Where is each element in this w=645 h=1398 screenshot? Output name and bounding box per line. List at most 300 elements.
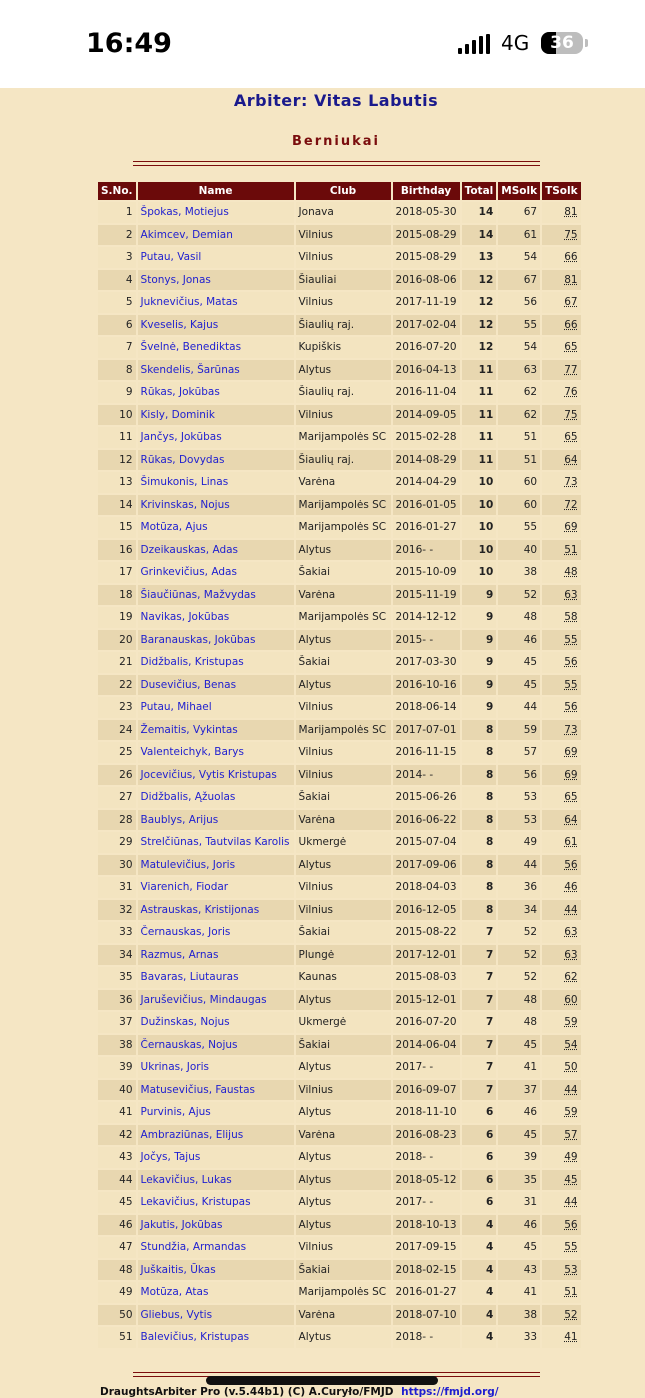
battery-tip-icon bbox=[585, 39, 588, 47]
table-row bbox=[98, 1192, 581, 1213]
player-msolk: 41 bbox=[498, 1057, 540, 1078]
player-tsolk[interactable] bbox=[542, 652, 581, 673]
player-tsolk[interactable] bbox=[542, 562, 581, 583]
player-tsolk[interactable] bbox=[542, 1305, 581, 1326]
player-total: 10 bbox=[462, 540, 497, 561]
player-club: Marijampolės SC bbox=[296, 1282, 391, 1303]
row-number: 49 bbox=[98, 1282, 136, 1303]
player-total: 7 bbox=[462, 1012, 497, 1033]
player-name-link[interactable]: Kisly, Dominik bbox=[138, 405, 294, 426]
table-row bbox=[98, 247, 581, 268]
tsolk-value[interactable]: 76 bbox=[564, 386, 578, 399]
tsolk-value[interactable]: 62 bbox=[564, 971, 578, 984]
table-row bbox=[98, 270, 581, 291]
player-tsolk[interactable] bbox=[542, 855, 581, 876]
row-number: 46 bbox=[98, 1215, 136, 1236]
player-birthday: 2017- - bbox=[393, 1057, 460, 1078]
player-tsolk[interactable] bbox=[542, 247, 581, 268]
table-row bbox=[98, 877, 581, 898]
player-name-link[interactable]: Jančys, Jokūbas bbox=[138, 427, 294, 448]
player-msolk: 45 bbox=[498, 652, 540, 673]
tsolk-value[interactable]: 75 bbox=[564, 228, 578, 241]
player-club: Vilnius bbox=[296, 742, 391, 763]
player-club: Vilnius bbox=[296, 292, 391, 313]
table-row bbox=[98, 337, 581, 358]
tsolk-value[interactable]: 63 bbox=[564, 948, 578, 961]
player-name-link[interactable]: Putau, Vasil bbox=[138, 247, 294, 268]
player-tsolk[interactable] bbox=[542, 675, 581, 696]
player-tsolk[interactable] bbox=[542, 292, 581, 313]
row-number: 40 bbox=[98, 1080, 136, 1101]
player-tsolk[interactable] bbox=[542, 427, 581, 448]
table-row bbox=[98, 405, 581, 426]
tsolk-value[interactable]: 59 bbox=[564, 1016, 578, 1029]
player-tsolk[interactable] bbox=[542, 1260, 581, 1281]
row-number: 39 bbox=[98, 1057, 136, 1078]
player-name-link[interactable]: Ambraziūnas, Elijus bbox=[138, 1125, 294, 1146]
player-name-link[interactable]: Akimcev, Demian bbox=[138, 225, 294, 246]
player-tsolk[interactable] bbox=[542, 697, 581, 718]
player-tsolk[interactable] bbox=[542, 1102, 581, 1123]
player-club: Šakiai bbox=[296, 562, 391, 583]
player-club: Ukmergė bbox=[296, 832, 391, 853]
tsolk-value[interactable]: 56 bbox=[564, 656, 578, 669]
column-header: MSolk bbox=[498, 182, 540, 200]
player-name-link[interactable]: Jocevičius, Vytis Kristupas bbox=[138, 765, 294, 786]
tsolk-value[interactable]: 52 bbox=[564, 1308, 578, 1321]
row-number: 43 bbox=[98, 1147, 136, 1168]
player-club: Vilnius bbox=[296, 1237, 391, 1258]
player-tsolk[interactable] bbox=[542, 787, 581, 808]
table-row bbox=[98, 742, 581, 763]
player-name-link[interactable]: Skendelis, Šarūnas bbox=[138, 360, 294, 381]
player-name-link[interactable]: Grinkevičius, Adas bbox=[138, 562, 294, 583]
player-club: Alytus bbox=[296, 1170, 391, 1191]
tsolk-value[interactable]: 63 bbox=[564, 588, 578, 601]
player-tsolk[interactable] bbox=[542, 990, 581, 1011]
player-tsolk[interactable] bbox=[542, 922, 581, 943]
player-tsolk[interactable] bbox=[542, 1125, 581, 1146]
player-birthday: 2016-04-13 bbox=[393, 360, 460, 381]
player-msolk: 52 bbox=[498, 922, 540, 943]
tsolk-value[interactable]: 65 bbox=[564, 341, 578, 354]
player-name-link[interactable]: Motūza, Ajus bbox=[138, 517, 294, 538]
player-tsolk[interactable] bbox=[542, 450, 581, 471]
table-row bbox=[98, 585, 581, 606]
player-total: 12 bbox=[462, 315, 497, 336]
tsolk-value[interactable]: 56 bbox=[564, 1218, 578, 1231]
player-club: Vilnius bbox=[296, 877, 391, 898]
player-club: Vilnius bbox=[296, 247, 391, 268]
row-number: 32 bbox=[98, 900, 136, 921]
player-name-link[interactable]: Jočys, Tajus bbox=[138, 1147, 294, 1168]
player-club: Vilnius bbox=[296, 405, 391, 426]
row-number: 3 bbox=[98, 247, 136, 268]
player-tsolk[interactable] bbox=[542, 810, 581, 831]
tsolk-value[interactable]: 61 bbox=[564, 836, 578, 849]
row-number: 45 bbox=[98, 1192, 136, 1213]
player-msolk: 55 bbox=[498, 517, 540, 538]
player-name-link[interactable]: Jakutis, Jokūbas bbox=[138, 1215, 294, 1236]
table-row bbox=[98, 832, 581, 853]
player-tsolk[interactable] bbox=[542, 1012, 581, 1033]
row-number: 26 bbox=[98, 765, 136, 786]
player-birthday: 2015-08-29 bbox=[393, 225, 460, 246]
tsolk-value[interactable]: 73 bbox=[564, 476, 578, 489]
player-tsolk[interactable] bbox=[542, 1215, 581, 1236]
row-number: 22 bbox=[98, 675, 136, 696]
player-birthday: 2017-02-04 bbox=[393, 315, 460, 336]
table-row bbox=[98, 1035, 581, 1056]
player-name-link[interactable]: Jaruševičius, Mindaugas bbox=[138, 990, 294, 1011]
player-msolk: 33 bbox=[498, 1327, 540, 1348]
table-row bbox=[98, 1305, 581, 1326]
player-msolk: 37 bbox=[498, 1080, 540, 1101]
player-name-link[interactable]: Putau, Mihael bbox=[138, 697, 294, 718]
player-name-link[interactable]: Didžbalis, Kristupas bbox=[138, 652, 294, 673]
table-header-row bbox=[98, 182, 581, 200]
column-header: S.No. bbox=[98, 182, 136, 200]
table-row bbox=[98, 540, 581, 561]
tsolk-value[interactable]: 51 bbox=[564, 543, 578, 556]
player-name-link[interactable]: Rūkas, Jokūbas bbox=[138, 382, 294, 403]
row-number: 15 bbox=[98, 517, 136, 538]
player-name-link[interactable]: Stonys, Jonas bbox=[138, 270, 294, 291]
player-name-link[interactable]: Strelčiūnas, Tautvilas Karolis bbox=[138, 832, 294, 853]
player-name-link[interactable]: Gliebus, Vytis bbox=[138, 1305, 294, 1326]
player-birthday: 2016-07-20 bbox=[393, 337, 460, 358]
player-name-link[interactable]: Matulevičius, Joris bbox=[138, 855, 294, 876]
player-name-link[interactable]: Viarenich, Fiodar bbox=[138, 877, 294, 898]
player-msolk: 56 bbox=[498, 292, 540, 313]
tsolk-value[interactable]: 66 bbox=[564, 251, 578, 264]
player-birthday: 2016-06-22 bbox=[393, 810, 460, 831]
tsolk-value[interactable]: 57 bbox=[564, 1128, 578, 1141]
player-tsolk[interactable] bbox=[542, 495, 581, 516]
table-row bbox=[98, 1125, 581, 1146]
player-name-link[interactable]: Kveselis, Kajus bbox=[138, 315, 294, 336]
player-name-link[interactable]: Ukrinas, Joris bbox=[138, 1057, 294, 1078]
player-name-link[interactable]: Juknevičius, Matas bbox=[138, 292, 294, 313]
tsolk-value[interactable]: 77 bbox=[564, 363, 578, 376]
player-club: Šiauliai bbox=[296, 270, 391, 291]
player-name-link[interactable]: Stundžia, Armandas bbox=[138, 1237, 294, 1258]
player-total: 8 bbox=[462, 742, 497, 763]
player-msolk: 44 bbox=[498, 855, 540, 876]
row-number: 42 bbox=[98, 1125, 136, 1146]
table-row bbox=[98, 382, 581, 403]
player-msolk: 62 bbox=[498, 405, 540, 426]
tsolk-value[interactable]: 55 bbox=[564, 633, 578, 646]
tsolk-value[interactable]: 81 bbox=[564, 206, 578, 219]
player-msolk: 45 bbox=[498, 675, 540, 696]
player-tsolk[interactable] bbox=[542, 1035, 581, 1056]
table-row bbox=[98, 855, 581, 876]
player-total: 4 bbox=[462, 1282, 497, 1303]
player-tsolk[interactable] bbox=[542, 742, 581, 763]
player-total: 9 bbox=[462, 630, 497, 651]
player-tsolk[interactable] bbox=[542, 585, 581, 606]
player-name-link[interactable]: Černauskas, Joris bbox=[138, 922, 294, 943]
player-tsolk[interactable] bbox=[542, 270, 581, 291]
row-number: 5 bbox=[98, 292, 136, 313]
arbiter-heading: Arbiter: Vitas Labutis bbox=[233, 91, 439, 110]
player-total: 8 bbox=[462, 810, 497, 831]
player-birthday: 2016-09-07 bbox=[393, 1080, 460, 1101]
network-type: 4G bbox=[501, 31, 530, 55]
row-number: 21 bbox=[98, 652, 136, 673]
player-name-link[interactable]: Černauskas, Nojus bbox=[138, 1035, 294, 1056]
player-tsolk[interactable] bbox=[542, 540, 581, 561]
player-club: Vilnius bbox=[296, 697, 391, 718]
player-name-link[interactable]: Dužinskas, Nojus bbox=[138, 1012, 294, 1033]
player-msolk: 46 bbox=[498, 1102, 540, 1123]
player-tsolk[interactable] bbox=[542, 1057, 581, 1078]
player-club: Alytus bbox=[296, 1215, 391, 1236]
tsolk-value[interactable]: 46 bbox=[564, 881, 578, 894]
tsolk-value[interactable]: 59 bbox=[564, 1106, 578, 1119]
tsolk-value[interactable]: 56 bbox=[564, 858, 578, 871]
player-birthday: 2017-09-15 bbox=[393, 1237, 460, 1258]
row-number: 11 bbox=[98, 427, 136, 448]
tsolk-value[interactable]: 63 bbox=[564, 926, 578, 939]
status-time: 16:49 bbox=[86, 28, 172, 59]
player-tsolk[interactable] bbox=[542, 1327, 581, 1348]
row-number: 36 bbox=[98, 990, 136, 1011]
player-tsolk[interactable] bbox=[542, 405, 581, 426]
player-tsolk[interactable] bbox=[542, 1282, 581, 1303]
top-divider bbox=[133, 161, 540, 166]
row-number: 47 bbox=[98, 1237, 136, 1258]
tsolk-value[interactable]: 72 bbox=[564, 498, 578, 511]
table-row bbox=[98, 1080, 581, 1101]
player-msolk: 45 bbox=[498, 1125, 540, 1146]
player-tsolk[interactable] bbox=[542, 630, 581, 651]
player-total: 9 bbox=[462, 607, 497, 628]
tsolk-value[interactable]: 65 bbox=[564, 791, 578, 804]
player-birthday: 2018-04-03 bbox=[393, 877, 460, 898]
player-birthday: 2018-10-13 bbox=[393, 1215, 460, 1236]
row-number: 41 bbox=[98, 1102, 136, 1123]
player-club: Šakiai bbox=[296, 652, 391, 673]
player-club: Marijampolės SC bbox=[296, 495, 391, 516]
player-msolk: 52 bbox=[498, 945, 540, 966]
tsolk-value[interactable]: 44 bbox=[564, 903, 578, 916]
player-name-link[interactable]: Astrauskas, Kristijonas bbox=[138, 900, 294, 921]
table-row bbox=[98, 225, 581, 246]
player-name-link[interactable]: Bavaras, Liutauras bbox=[138, 967, 294, 988]
player-msolk: 60 bbox=[498, 495, 540, 516]
player-birthday: 2015-06-26 bbox=[393, 787, 460, 808]
player-name-link[interactable]: Purvinis, Ajus bbox=[138, 1102, 294, 1123]
player-tsolk[interactable] bbox=[542, 1237, 581, 1258]
tsolk-value[interactable]: 81 bbox=[564, 273, 578, 286]
player-name-link[interactable]: Balevičius, Kristupas bbox=[138, 1327, 294, 1348]
player-tsolk[interactable] bbox=[542, 1147, 581, 1168]
player-name-link[interactable]: Matusevičius, Faustas bbox=[138, 1080, 294, 1101]
tsolk-value[interactable]: 75 bbox=[564, 408, 578, 421]
player-club: Vilnius bbox=[296, 225, 391, 246]
tsolk-value[interactable]: 60 bbox=[564, 993, 578, 1006]
row-number: 27 bbox=[98, 787, 136, 808]
home-indicator[interactable] bbox=[206, 1376, 438, 1385]
player-msolk: 52 bbox=[498, 967, 540, 988]
tsolk-value[interactable]: 55 bbox=[564, 678, 578, 691]
player-tsolk[interactable] bbox=[542, 832, 581, 853]
player-tsolk[interactable] bbox=[542, 1192, 581, 1213]
player-total: 11 bbox=[462, 360, 497, 381]
player-name-link[interactable]: Šimukonis, Linas bbox=[138, 472, 294, 493]
table-row bbox=[98, 675, 581, 696]
player-club: Varėna bbox=[296, 1125, 391, 1146]
player-club: Plungė bbox=[296, 945, 391, 966]
player-birthday: 2017-09-06 bbox=[393, 855, 460, 876]
player-msolk: 54 bbox=[498, 337, 540, 358]
table-row bbox=[98, 697, 581, 718]
player-club: Alytus bbox=[296, 1147, 391, 1168]
table-row bbox=[98, 517, 581, 538]
tsolk-value[interactable]: 53 bbox=[564, 1263, 578, 1276]
player-tsolk[interactable] bbox=[542, 607, 581, 628]
player-tsolk[interactable] bbox=[542, 967, 581, 988]
tsolk-value[interactable]: 67 bbox=[564, 296, 578, 309]
player-tsolk[interactable] bbox=[542, 360, 581, 381]
player-msolk: 46 bbox=[498, 1215, 540, 1236]
tsolk-value[interactable]: 66 bbox=[564, 318, 578, 331]
row-number: 48 bbox=[98, 1260, 136, 1281]
table-row bbox=[98, 1260, 581, 1281]
player-name-link[interactable]: Lekavičius, Lukas bbox=[138, 1170, 294, 1191]
tsolk-value[interactable]: 69 bbox=[564, 768, 578, 781]
player-club: Alytus bbox=[296, 855, 391, 876]
player-birthday: 2016-01-27 bbox=[393, 1282, 460, 1303]
player-total: 4 bbox=[462, 1215, 497, 1236]
tsolk-value[interactable]: 45 bbox=[564, 1173, 578, 1186]
tsolk-value[interactable]: 54 bbox=[564, 1038, 578, 1051]
player-name-link[interactable]: Valenteichyk, Barys bbox=[138, 742, 294, 763]
player-name-link[interactable]: Žemaitis, Vykintas bbox=[138, 720, 294, 741]
table-row bbox=[98, 787, 581, 808]
player-msolk: 53 bbox=[498, 787, 540, 808]
tsolk-value[interactable]: 69 bbox=[564, 521, 578, 534]
player-name-link[interactable]: Šiaučiūnas, Mažvydas bbox=[138, 585, 294, 606]
tsolk-value[interactable]: 56 bbox=[564, 701, 578, 714]
player-club: Varėna bbox=[296, 585, 391, 606]
fmjd-link[interactable]: https://fmjd.org/ bbox=[401, 1386, 499, 1398]
tsolk-value[interactable]: 73 bbox=[564, 723, 578, 736]
player-tsolk[interactable] bbox=[542, 945, 581, 966]
player-tsolk[interactable] bbox=[542, 765, 581, 786]
player-club: Marijampolės SC bbox=[296, 517, 391, 538]
player-name-link[interactable]: Razmus, Arnas bbox=[138, 945, 294, 966]
tsolk-value[interactable]: 64 bbox=[564, 453, 578, 466]
row-number: 9 bbox=[98, 382, 136, 403]
player-tsolk[interactable] bbox=[542, 337, 581, 358]
player-total: 7 bbox=[462, 967, 497, 988]
column-header: Name bbox=[138, 182, 294, 200]
player-tsolk[interactable] bbox=[542, 1080, 581, 1101]
player-total: 14 bbox=[462, 202, 497, 223]
table-row bbox=[98, 922, 581, 943]
player-name-link[interactable]: Motūza, Atas bbox=[138, 1282, 294, 1303]
player-birthday: 2017-12-01 bbox=[393, 945, 460, 966]
player-name-link[interactable]: Juškaitis, Ūkas bbox=[138, 1260, 294, 1281]
table-row bbox=[98, 450, 581, 471]
tsolk-value[interactable]: 65 bbox=[564, 431, 578, 444]
player-name-link[interactable]: Krivinskas, Nojus bbox=[138, 495, 294, 516]
tsolk-value[interactable]: 50 bbox=[564, 1061, 578, 1074]
player-tsolk[interactable] bbox=[542, 900, 581, 921]
player-birthday: 2018-05-30 bbox=[393, 202, 460, 223]
player-total: 8 bbox=[462, 720, 497, 741]
tsolk-value[interactable]: 48 bbox=[564, 566, 578, 579]
player-msolk: 46 bbox=[498, 630, 540, 651]
player-club: Alytus bbox=[296, 630, 391, 651]
player-name-link[interactable]: Dzeikauskas, Adas bbox=[138, 540, 294, 561]
player-name-link[interactable]: Navikas, Jokūbas bbox=[138, 607, 294, 628]
player-birthday: 2014-08-29 bbox=[393, 450, 460, 471]
tsolk-value[interactable]: 44 bbox=[564, 1196, 578, 1209]
tsolk-value[interactable]: 41 bbox=[564, 1331, 578, 1344]
footer bbox=[100, 1386, 499, 1398]
player-total: 10 bbox=[462, 517, 497, 538]
tsolk-value[interactable]: 58 bbox=[564, 611, 578, 624]
tsolk-value[interactable]: 69 bbox=[564, 746, 578, 759]
player-tsolk[interactable] bbox=[542, 382, 581, 403]
table-row bbox=[98, 765, 581, 786]
player-name-link[interactable]: Špokas, Motiejus bbox=[138, 202, 294, 223]
player-name-link[interactable]: Baranauskas, Jokūbas bbox=[138, 630, 294, 651]
player-total: 13 bbox=[462, 247, 497, 268]
player-birthday: 2018-11-10 bbox=[393, 1102, 460, 1123]
player-total: 6 bbox=[462, 1102, 497, 1123]
player-tsolk[interactable] bbox=[542, 202, 581, 223]
battery-icon bbox=[541, 32, 583, 54]
player-tsolk[interactable] bbox=[542, 315, 581, 336]
player-name-link[interactable]: Dusevičius, Benas bbox=[138, 675, 294, 696]
player-birthday: 2016-11-15 bbox=[393, 742, 460, 763]
row-number: 24 bbox=[98, 720, 136, 741]
tsolk-value[interactable]: 55 bbox=[564, 1241, 578, 1254]
status-bar bbox=[0, 0, 645, 88]
player-club: Kupiškis bbox=[296, 337, 391, 358]
table-row bbox=[98, 652, 581, 673]
row-number: 6 bbox=[98, 315, 136, 336]
row-number: 7 bbox=[98, 337, 136, 358]
player-tsolk[interactable] bbox=[542, 225, 581, 246]
player-tsolk[interactable] bbox=[542, 517, 581, 538]
player-name-link[interactable]: Rūkas, Dovydas bbox=[138, 450, 294, 471]
tsolk-value[interactable]: 64 bbox=[564, 813, 578, 826]
table-row bbox=[98, 1282, 581, 1303]
table-row bbox=[98, 1170, 581, 1191]
player-tsolk[interactable] bbox=[542, 877, 581, 898]
player-tsolk[interactable] bbox=[542, 1170, 581, 1191]
player-name-link[interactable]: Didžbalis, Ąžuolas bbox=[138, 787, 294, 808]
tsolk-value[interactable]: 49 bbox=[564, 1151, 578, 1164]
player-name-link[interactable]: Švelnė, Benediktas bbox=[138, 337, 294, 358]
player-tsolk[interactable] bbox=[542, 472, 581, 493]
player-name-link[interactable]: Baublys, Arijus bbox=[138, 810, 294, 831]
player-birthday: 2014-04-29 bbox=[393, 472, 460, 493]
signal-strength-icon bbox=[458, 34, 492, 54]
player-name-link[interactable]: Lekavičius, Kristupas bbox=[138, 1192, 294, 1213]
tsolk-value[interactable]: 44 bbox=[564, 1083, 578, 1096]
player-total: 9 bbox=[462, 697, 497, 718]
player-tsolk[interactable] bbox=[542, 720, 581, 741]
tsolk-value[interactable]: 51 bbox=[564, 1286, 578, 1299]
player-club: Alytus bbox=[296, 1192, 391, 1213]
